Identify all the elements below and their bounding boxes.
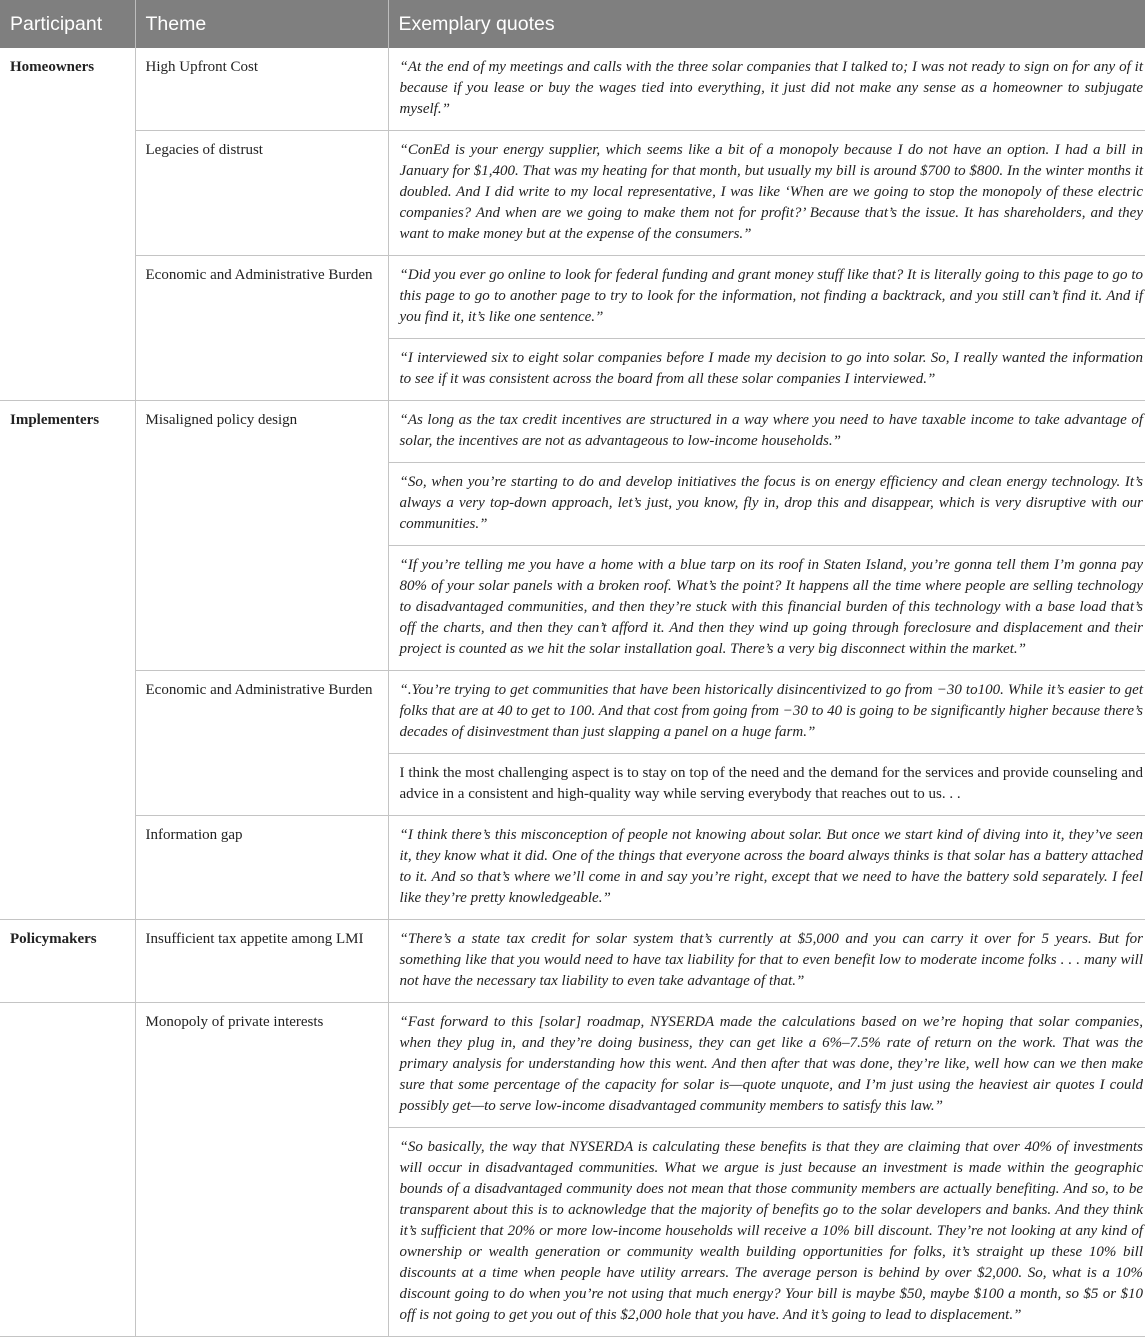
participant-policymakers: Policymakers — [0, 920, 135, 1003]
participant-blank — [0, 1003, 135, 1337]
quote-cell: “There’s a state tax credit for solar system that’s currently at $5,000 and you can carry it over for 5 years. But for something like that you would need to have tax liability for that to even benefit low to moderate income folks . . . many will not have the necessary tax liability to even take advantage of that.” — [388, 920, 1145, 1003]
theme-cell: Monopoly of private interests — [135, 1003, 388, 1337]
table-row — [0, 816, 1145, 920]
theme-cell: Legacies of distrust — [135, 131, 388, 256]
table-row — [0, 920, 1145, 1003]
quote-cell: I think the most challenging aspect is to stay on top of the need and the demand for the services and provide counseling and advice in a consistent and high-quality way while serving everybody that reaches out to us. . . — [388, 754, 1145, 816]
table-header — [0, 0, 1145, 48]
table-row — [0, 671, 1145, 754]
header-theme: Theme — [135, 0, 388, 48]
quote-cell: “As long as the tax credit incentives are structured in a way where you need to have taxable income to take advantage of solar, the incentives are not as advantageous to low-income households.” — [388, 401, 1145, 463]
theme-cell: Insufficient tax appetite among LMI — [135, 920, 388, 1003]
participant-implementers: Implementers — [0, 401, 135, 920]
table-row — [0, 131, 1145, 256]
table-row — [0, 48, 1145, 131]
header-participant: Participant — [0, 0, 135, 48]
quote-cell: “.You’re trying to get communities that have been historically disincentivized to go from −30 to100. While it’s easier to get folks that are at 40 to get to 100. And that cost from going from −30 to 40 is going to be significantly higher because there’s decades of disinvestment than just slapping a panel on a huge farm.” — [388, 671, 1145, 754]
table-row — [0, 256, 1145, 339]
quote-cell: “ConEd is your energy supplier, which seems like a bit of a monopoly because I do not have an option. I had a bill in January for $1,400. That was my heating for that month, but usually my bill is around $700 to $800. In the winter months it doubled. And I did write to my local representative, I was like ‘When are we going to stop the monopoly of these electric companies? And when are we going to make them not for profit?’ Because that’s the issue. It has shareholders, and they want to make money but at the expense of the consumers.” — [388, 131, 1145, 256]
theme-cell: Misaligned policy design — [135, 401, 388, 671]
quote-cell: “I think there’s this misconception of people not knowing about solar. But once we start kind of diving into it, they’ve seen it, they know what it did. One of the things that everyone across the board always thinks is that solar has a battery attached to it. And so that’s where we’ll come in and say you’re right, except that we need to have the battery sold separately. I feel like they’re pretty knowledgeable.” — [388, 816, 1145, 920]
quote-cell: “Fast forward to this [solar] roadmap, NYSERDA made the calculations based on we’re hoping that solar companies, when they plug in, and they’re doing business, they can get like a 6%–7.5% rate of return on the work. That was the primary analysis for understanding how this went. And then after that was done, they’re like, well how can we then make sure that some percentage of the capacity for solar is—quote unquote, and I’m just using the heaviest air quotes I could possibly get—to serve low-income disadvantaged community members to satisfy this law.” — [388, 1003, 1145, 1128]
participant-homeowners: Homeowners — [0, 48, 135, 401]
quote-cell: “If you’re telling me you have a home with a blue tarp on its roof in Staten Island, you’re gonna tell them I’m gonna pay 80% of your solar panels with a broken roof. What’s the point? It happens all the time where people are selling technology to disadvantaged communities, and then they’re stuck with this financial burden of this technology with a base load that’s off the charts, and then they can’t afford it. And then they wind up going through foreclosure and displacement and their project is counted as we hit the solar installation goal. There’s a very big disconnect within the market.” — [388, 546, 1145, 671]
quote-cell: “So, when you’re starting to do and develop initiatives the focus is on energy efficiency and clean energy technology. It’s always a very top-down approach, let’s just, you know, fly in, drop this and disappear, which is very disruptive with our communities.” — [388, 463, 1145, 546]
table-row — [0, 1003, 1145, 1128]
quote-cell: “I interviewed six to eight solar companies before I made my decision to go into solar. So, I really wanted the information to see if it was consistent across the board from all these solar companies I interviewed.” — [388, 339, 1145, 401]
theme-cell: Economic and Administrative Burden — [135, 256, 388, 401]
quote-cell: “So basically, the way that NYSERDA is calculating these benefits is that they are claiming that over 40% of investments will occur in disadvantaged communities. What we argue is just because an investment is made within the geographic bounds of a disadvantaged community does not mean that those community members are actually benefiting. And so, to be transparent about this is to acknowledge that the majority of benefits go to the solar developers and banks. And they think it’s sufficient that 20% or more low-income households will receive a 10% bill discount. They’re not looking at any kind of ownership or wealth generation or community wealth building opportunities for folks, it’s straight up these 10% bill discounts at a time when people have utility arrears. The average person is behind by over $2,000. So, what is a 10% discount going to do when you’re not using that much energy? Your bill is maybe $50, maybe $100 a month, so $5 or $10 off is not going to get you out of this $2,000 hole that you have. And it’s going to lead to displacement.” — [388, 1128, 1145, 1337]
quote-cell: “At the end of my meetings and calls with the three solar companies that I talked to; I was not ready to sign on for any of it because if you lease or buy the wages tied into everything, it just did not make any sense as a homeowner to subjugate myself.” — [388, 48, 1145, 131]
header-row — [0, 0, 1145, 48]
theme-cell: Economic and Administrative Burden — [135, 671, 388, 816]
table-body — [0, 48, 1145, 1337]
table-row — [0, 401, 1145, 463]
header-exemplary-quotes: Exemplary quotes — [388, 0, 1145, 48]
theme-cell: High Upfront Cost — [135, 48, 388, 131]
theme-cell: Information gap — [135, 816, 388, 920]
quote-cell: “Did you ever go online to look for federal funding and grant money stuff like that? It is literally going to this page to go to this page to go to another page to try to look for the information, not finding a backtrack, and you still can’t find it. And if you find it, it’s like one sentence.” — [388, 256, 1145, 339]
